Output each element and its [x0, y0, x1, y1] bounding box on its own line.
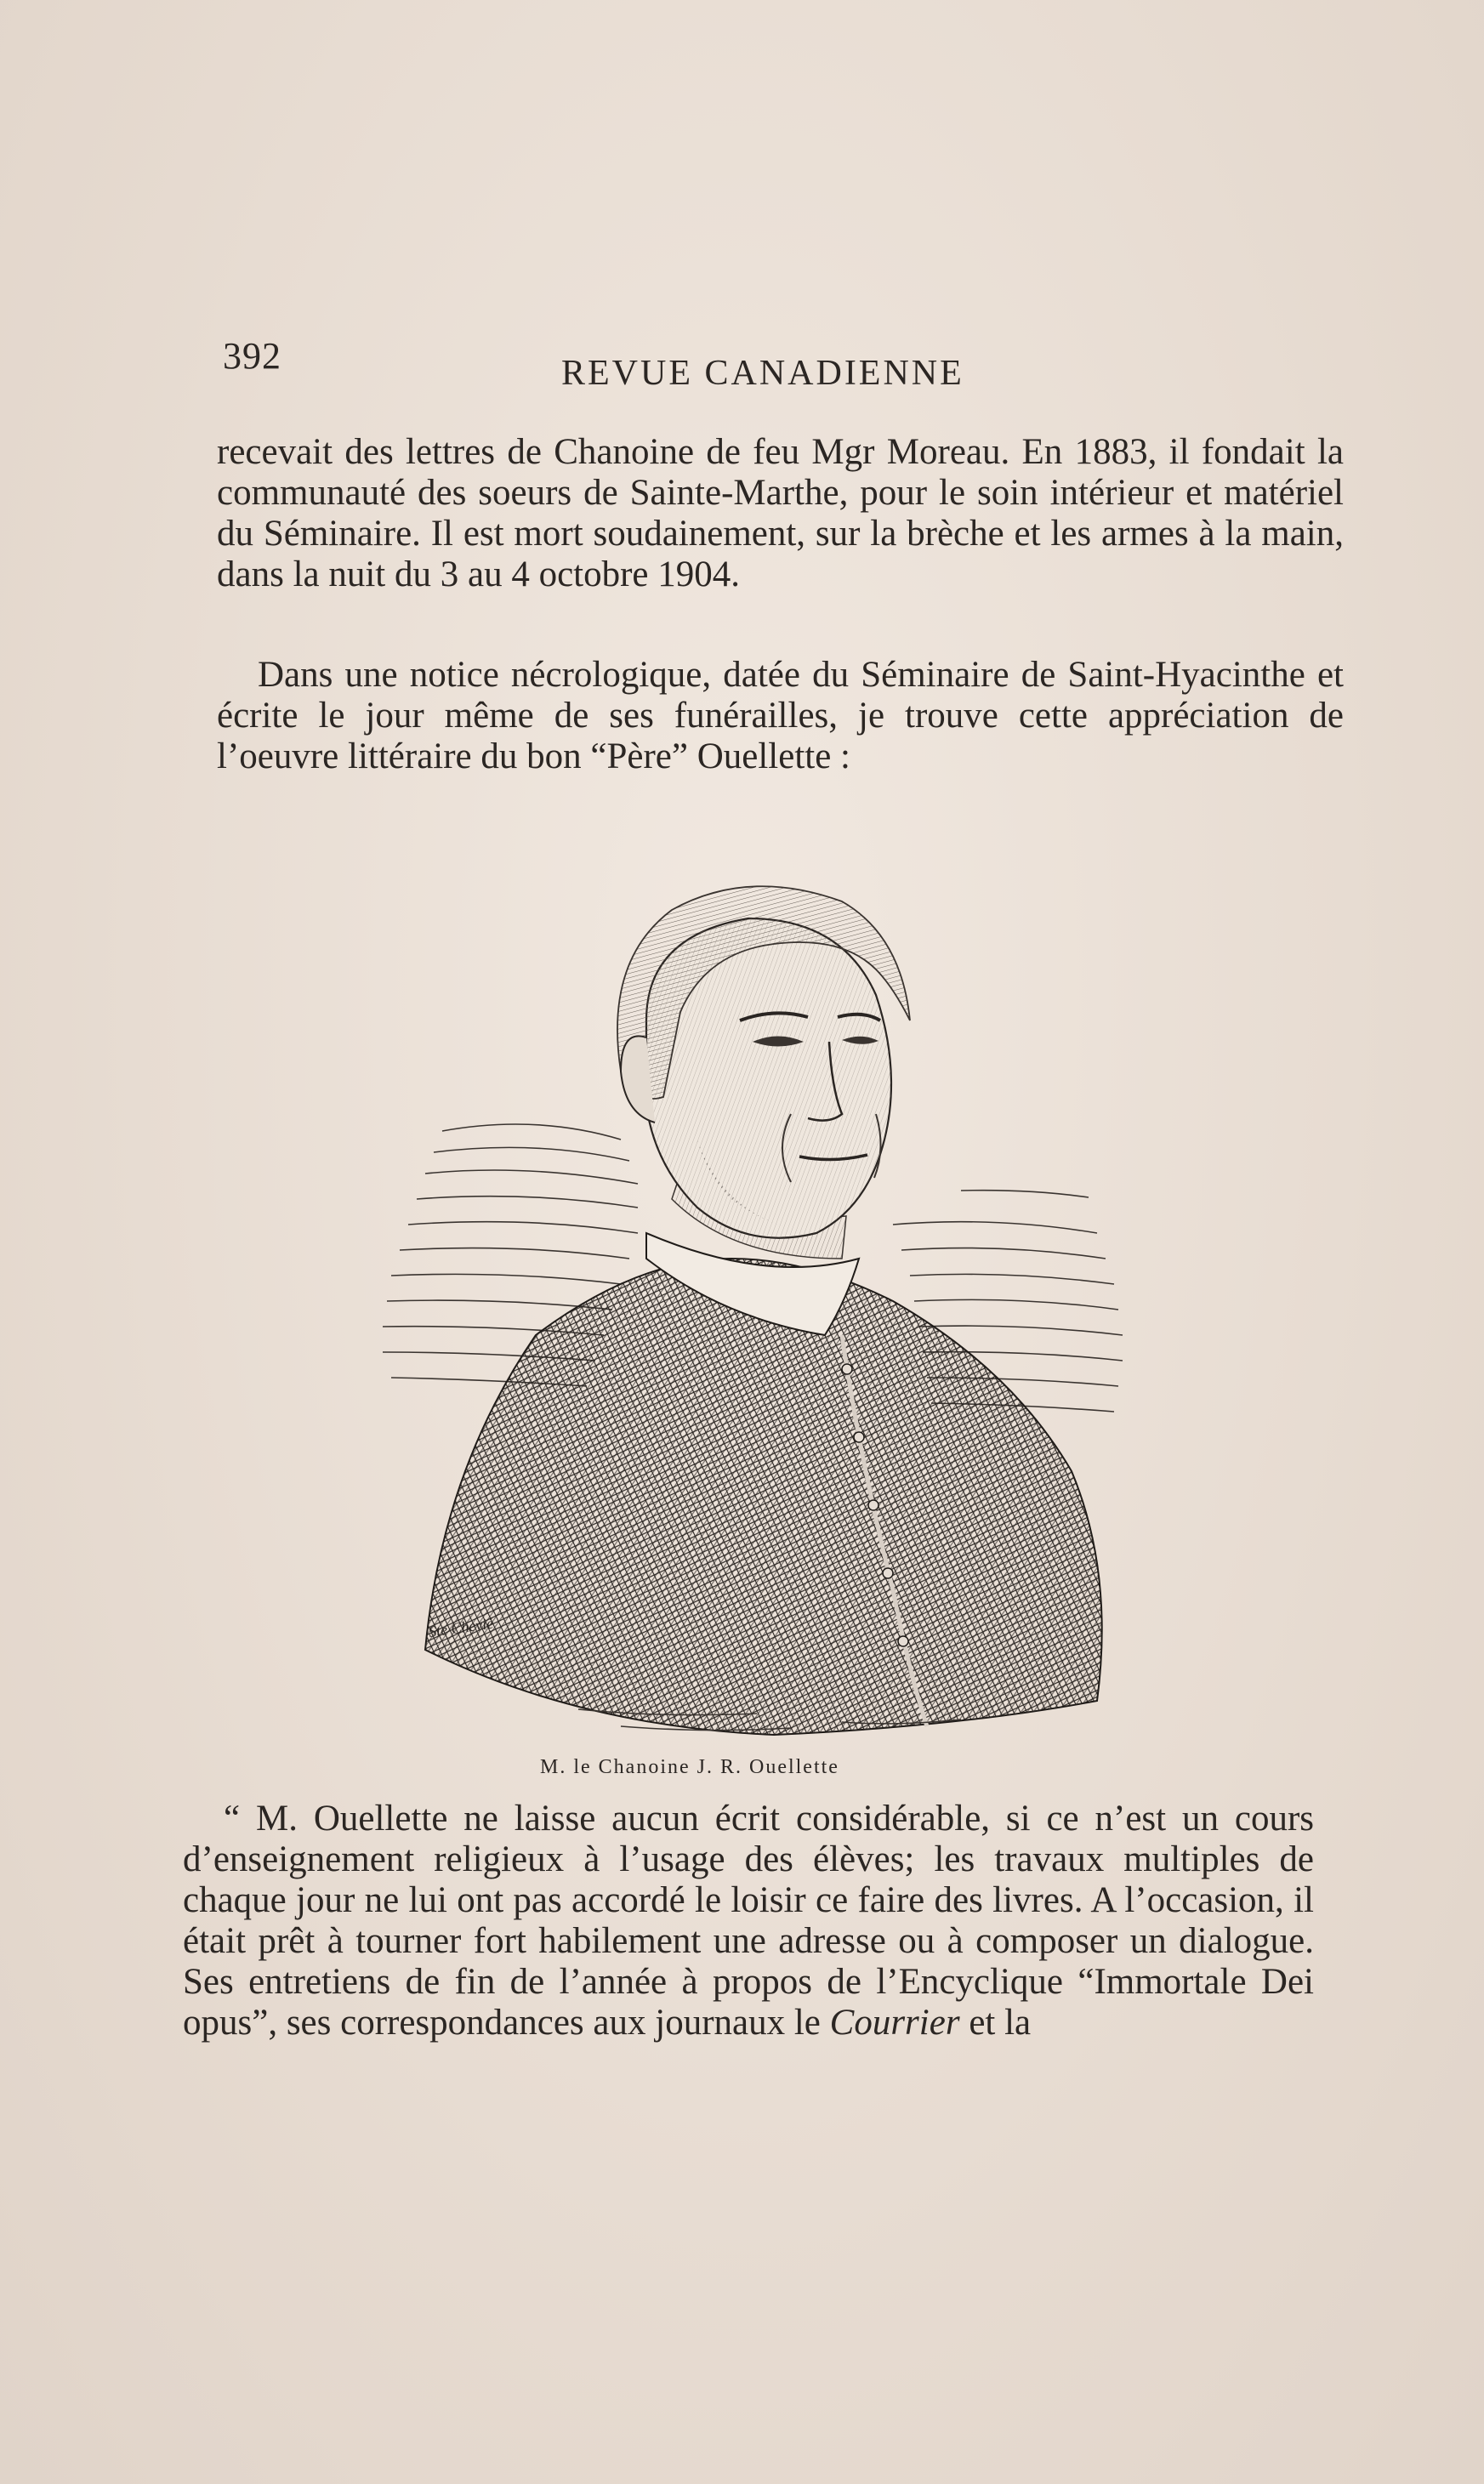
paragraph-1: recevait des lettres de Chanoine de feu Mgr Moreau. En 1883, il fondait la communauté des soeurs de Sainte-Marthe, pour le soin intérieur et matériel du Séminaire. Il est mort soudainement, sur la brèche et les armes à la main, dans la nuit du 3 au 4 octobre 1904.: [217, 432, 1344, 594]
portrait-engraving: [366, 859, 1148, 1743]
paragraph-3-end: et la: [959, 2003, 1032, 2043]
figure-caption: M. le Chanoine J. R. Ouellette: [540, 1756, 839, 1778]
engraver-signature: Ste Chevié: [427, 1614, 495, 1640]
running-head: REVUE CANADIENNE: [561, 354, 964, 393]
paragraph-2: Dans une notice nécrologique, datée du Séminaire de Saint-Hyacinthe et écrite le jour même de ses funérailles, je trouve cette appréciation de l’oeuvre littéraire du bon “Père” Ouellette :: [217, 655, 1344, 776]
paragraph-3-text: “ M. Ouellette ne laisse aucun écrit considérable, si ce n’est un cours d’enseignement religieux à l’usage des élèves; les travaux multiples de chaque jour ne lui ont pas accordé le loisir ce faire des livres. A l’occasion, il était prêt à tourner fort habilement une adresse ou à composer un dialogue. Ses entretiens de fin de l’année à propos de l’Encyclique “Immortale Dei opus”, ses correspondances aux journaux le: [183, 1799, 1314, 2043]
paragraph-3-italic: Courrier: [829, 2003, 960, 2043]
page-number: 392: [223, 335, 281, 377]
paragraph-3: [183, 1799, 1314, 2043]
